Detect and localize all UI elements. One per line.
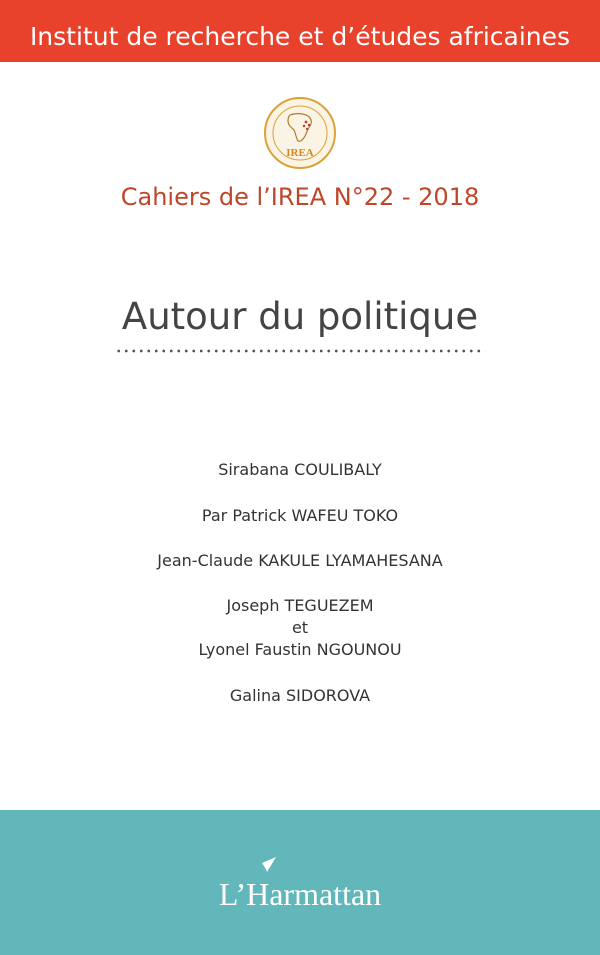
publisher-logo [0,855,600,915]
book-title: Autour du politique [121,295,479,338]
author-conjunction: et [291,618,309,637]
logo-text: IREA [286,147,314,159]
author-name: Sirabana COULIBALY [218,460,382,479]
title-dotted-rule [115,348,485,354]
series-title: Institut de recherche et d’études africaines [29,22,571,51]
publisher-name: L’Harmattan [218,876,382,912]
author-name: Jean-Claude KAKULE LYAMAHESANA [157,551,443,570]
author-name: Lyonel Faustin NGOUNOU [198,640,402,659]
author-name: Par Patrick WAFEU TOKO [201,506,399,525]
irea-logo [262,95,338,171]
author-name: Joseph TEGUEZEM [226,596,374,615]
issue-label: Cahiers de l’IREA N°22 - 2018 [120,183,480,211]
author-name: Galina SIDOROVA [229,686,371,705]
